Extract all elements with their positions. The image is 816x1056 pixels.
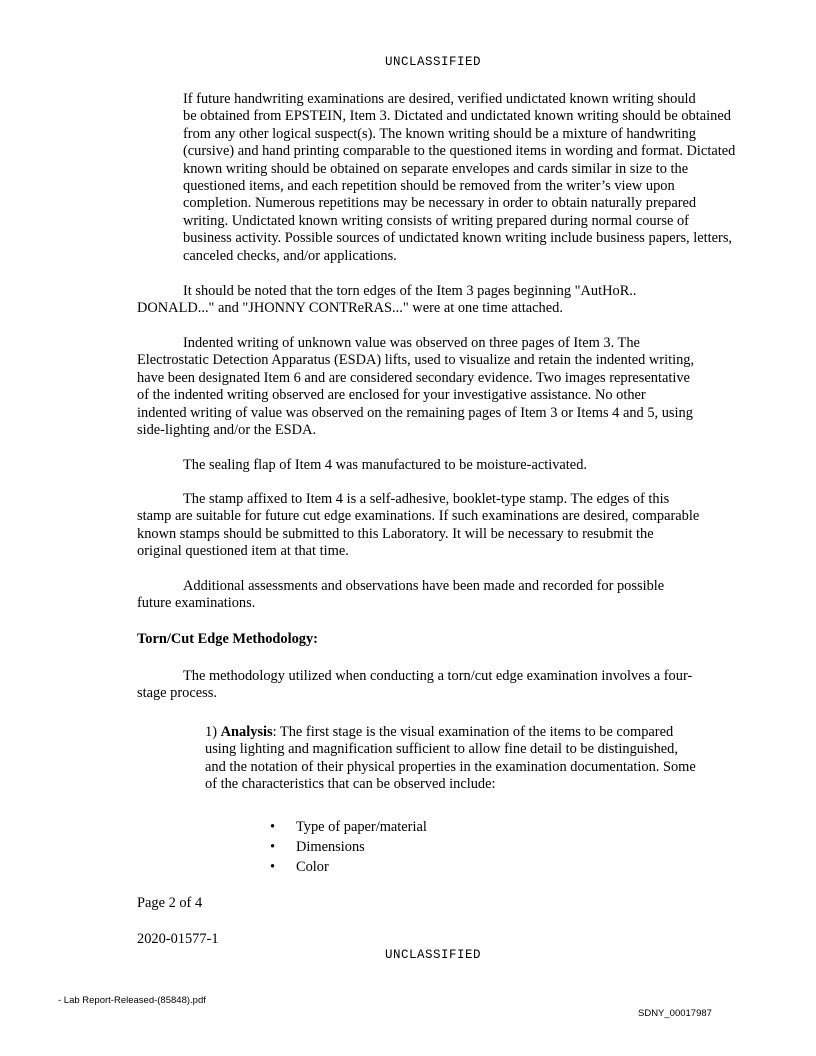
text-line: canceled checks, and/or applications. (183, 247, 397, 264)
paragraph-handwriting-exams (137, 91, 737, 265)
text-line: of the characteristics that can be observed include: (205, 776, 496, 793)
bullet-icon: • (270, 839, 276, 855)
text-line: known writing should be obtained on separate envelopes and cards similar in size to the (183, 160, 689, 177)
analysis-step (205, 724, 745, 794)
text-line: The methodology utilized when conducting a torn/cut edge examination involves a four- (183, 668, 693, 684)
text-line: The stamp affixed to Item 4 is a self-adhesive, booklet-type stamp. The edges of this (183, 491, 670, 507)
section-heading: Torn/Cut Edge Methodology: (137, 631, 318, 647)
characteristics-list (270, 817, 427, 877)
text-line: known stamps should be submitted to this Laboratory. It will be necessary to resubmit the (137, 525, 654, 542)
text-line: future examinations. (137, 595, 256, 612)
text-line: be obtained from EPSTEIN, Item 3. Dictated and undictated known writing should be obtained (183, 108, 731, 125)
step-term: Analysis (220, 724, 273, 740)
text-line: have been designated Item 6 and are considered secondary evidence. Two images representative (137, 369, 690, 386)
classification-header: UNCLASSIFIED (384, 55, 481, 69)
text-line: (cursive) and hand printing comparable to the questioned items in wording and format. Dictated (183, 143, 736, 160)
text-line: questioned items, and each repetition should be removed from the writer’s view upon (183, 178, 675, 195)
text-line: Additional assessments and observations have been made and recorded for possible (183, 578, 665, 594)
classification-footer: UNCLASSIFIED (384, 948, 481, 962)
paragraph-additional-assessments (137, 578, 737, 613)
text-line: and the notation of their physical properties in the examination documentation. Some (205, 758, 696, 775)
text-line: Electrostatic Detection Apparatus (ESDA) lifts, used to visualize and retain the indented writing, (137, 352, 695, 369)
list-item-text: Type of paper/material (296, 819, 427, 835)
document-number: 2020-01577-1 (137, 931, 219, 947)
text-line (205, 724, 745, 741)
text-line: stamp are suitable for future cut edge examinations. If such examinations are desired, comparable (137, 508, 700, 525)
text-line: indented writing of value was observed on the remaining pages of Item 3 or Items 4 and 5, using (137, 404, 693, 421)
text-line: business activity. Possible sources of undictated known writing include business papers, letters, (183, 230, 733, 247)
step-number: 1) (205, 724, 217, 740)
paragraph-sealing-flap (137, 457, 737, 474)
text-line: If future handwriting examinations are desired, verified undictated known writing should (183, 91, 696, 107)
paragraph-indented-writing (137, 335, 737, 439)
text-line: of the indented writing observed are enclosed for your investigative assistance. No other (137, 387, 646, 404)
bates-number: SDNY_00017987 (638, 1008, 712, 1019)
bullet-icon: • (270, 819, 276, 835)
text-line: writing. Undictated known writing consists of writing prepared during normal course of (183, 212, 689, 229)
list-item (270, 837, 427, 857)
source-file-name: - Lab Report-Released-(85848).pdf (58, 995, 206, 1006)
paragraph-methodology (137, 668, 737, 703)
text-line: Indented writing of unknown value was observed on three pages of Item 3. The (183, 335, 640, 351)
text-line: stage process. (137, 685, 217, 702)
text-line: DONALD..." and "JHONNY CONTReRAS..." were at one time attached. (137, 300, 563, 317)
list-item (270, 817, 427, 837)
list-item-text: Color (296, 859, 329, 875)
text-line: completion. Numerous repetitions may be necessary in order to obtain naturally prepared (183, 195, 697, 212)
list-item-text: Dimensions (296, 839, 365, 855)
bullet-icon: • (270, 859, 276, 875)
text-line: original questioned item at that time. (137, 543, 349, 560)
page-number: Page 2 of 4 (137, 895, 203, 911)
step-text: : The first stage is the visual examination of the items to be compared (272, 724, 674, 740)
paragraph-stamp (137, 491, 737, 561)
text-line: using lighting and magnification sufficient to allow fine detail to be distinguished, (205, 741, 678, 758)
text-line: side-lighting and/or the ESDA. (137, 422, 317, 439)
text-line: It should be noted that the torn edges of the Item 3 pages beginning "AutHoR.. (183, 283, 637, 299)
list-item (270, 857, 427, 877)
paragraph-torn-edges (137, 283, 737, 318)
text-line: from any other logical suspect(s). The known writing should be a mixture of handwriting (183, 125, 696, 142)
text-line: The sealing flap of Item 4 was manufactured to be moisture-activated. (183, 457, 587, 473)
